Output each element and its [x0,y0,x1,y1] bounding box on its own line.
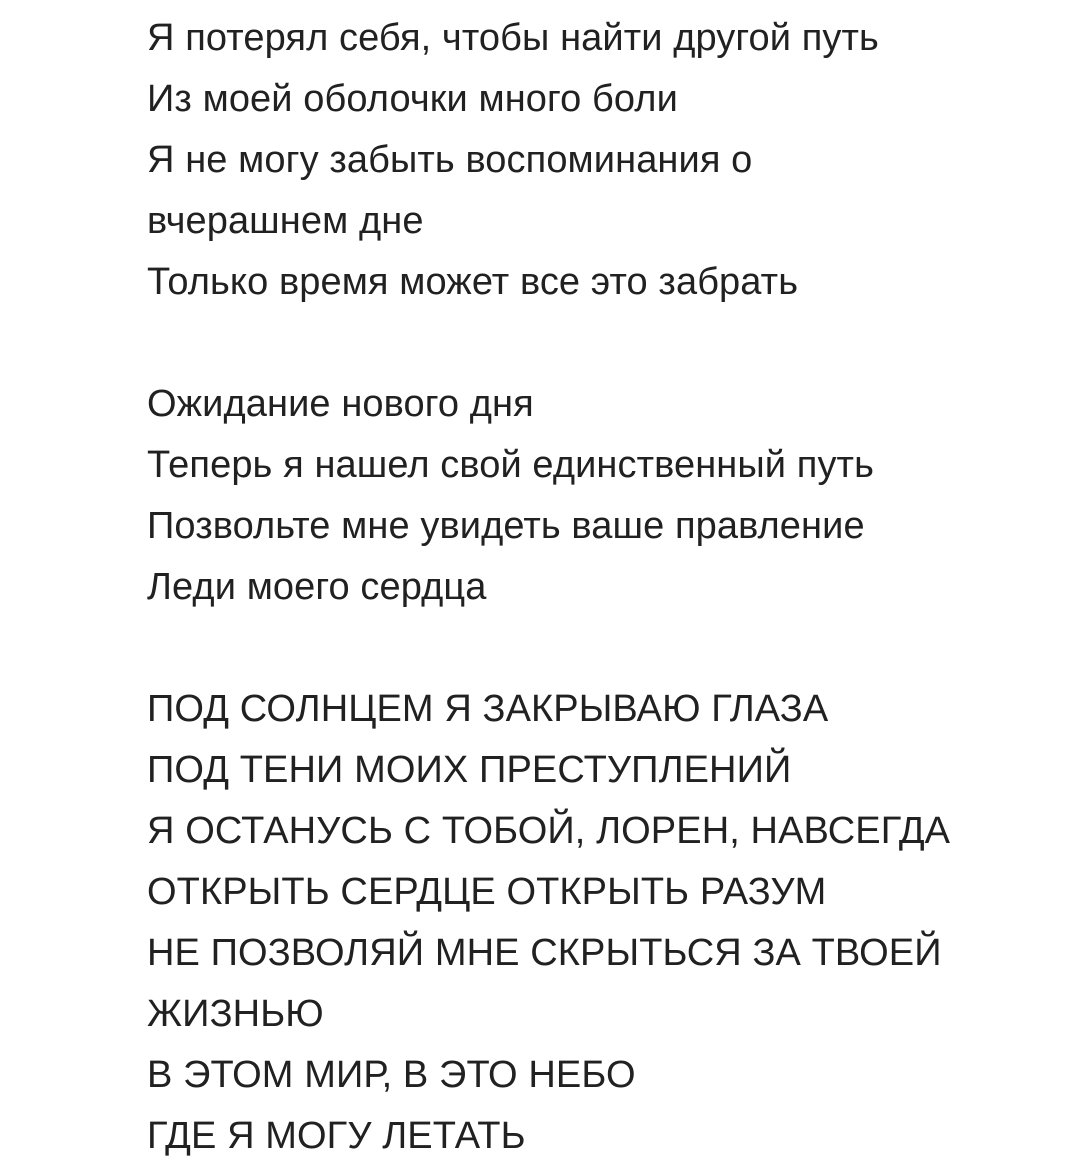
stanza-1 [147,8,1057,313]
lyric-line: ПОД ТЕНИ МОИХ ПРЕСТУПЛЕНИЙ [147,749,792,791]
lyric-line: Я не могу забыть воспоминания о [147,139,753,181]
lyric-line: ГДЕ Я МОГУ ЛЕТАТЬ [147,1115,526,1157]
stanza-3 [147,679,1057,1167]
lyric-line: Только время может все это забрать [147,261,799,303]
lyric-line: ОТКРЫТЬ СЕРДЦЕ ОТКРЫТЬ РАЗУМ [147,871,827,913]
lyric-line: Позвольте мне увидеть ваше правление [147,505,865,547]
lyric-line: В ЭТОМ МИР, В ЭТО НЕБО [147,1054,636,1096]
lyric-line: вчерашнем дне [147,200,424,242]
lyric-line: Я потерял себя, чтобы найти другой путь [147,17,879,59]
lyric-line: Ожидание нового дня [147,383,534,425]
stanza-2 [147,374,1057,618]
lyric-line: Леди моего сердца [147,566,487,608]
lyric-line: Я ОСТАНУСЬ С ТОБОЙ, ЛОРЕН, НАВСЕГДА [147,810,951,852]
lyric-line: Теперь я нашел свой единственный путь [147,444,874,486]
lyric-line: ПОД СОЛНЦЕМ Я ЗАКРЫВАЮ ГЛАЗА [147,688,829,730]
lyric-line: Из моей оболочки много боли [147,78,678,120]
lyric-line: НЕ ПОЗВОЛЯЙ МНЕ СКРЫТЬСЯ ЗА ТВОЕЙ [147,932,942,974]
lyric-line: ЖИЗНЬЮ [147,993,324,1035]
lyrics-text [147,8,1057,1167]
